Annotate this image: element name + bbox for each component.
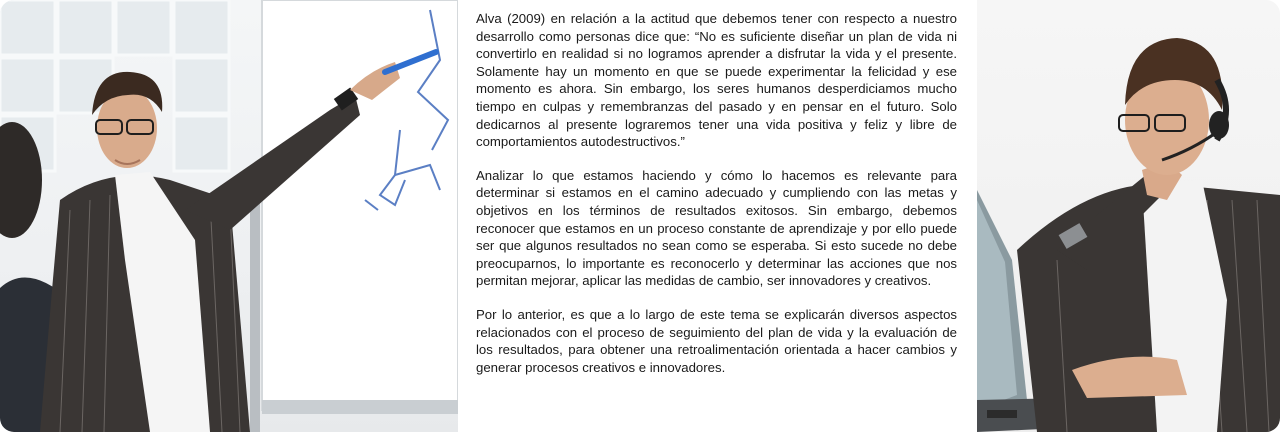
photo-presenter-whiteboard: [0, 0, 458, 432]
photo-man-headset-laptop: [977, 0, 1280, 432]
text-panel: [458, 0, 977, 432]
headset-man-illustration: [977, 0, 1280, 432]
paragraph-3: Por lo anterior, es que a lo largo de este tema se explicarán diversos aspectos relacionados con el proceso de seguimiento del plan de vida y la evaluación de los resultados, para obtener una retroalimentación orientada a hacer cambios y generar procesos creativos e innovadores.: [476, 306, 957, 375]
paragraph-2: Analizar lo que estamos haciendo y cómo lo hacemos es relevante para determinar si estamos en el camino adecuado y cumpliendo con las metas y objetivos en los términos de resultados exitosos. Sin embargo, debemos reconocer que estamos en un proceso constante de aprendizaje y por ello puede ser que algunos resultados no sean como se esperaba. Si esto sucede no debe preocuparnos, lo importante es reconocerlo y determinar las acciones que nos permitan mejorar, aplicar las medidas de cambio, ser innovadores y creativos.: [476, 167, 957, 289]
paragraph-1: Alva (2009) en relación a la actitud que debemos tener con respecto a nuestro desarrollo como personas dice que: “No es suficiente diseñar un plan de vida ni convertirlo en realidad si no logramos aprender a disfrutar la vida y el presente. Solamente hay un momento en que se puede experimentar la felicidad y ese momento es ahora. Sin embargo, los seres humanos desperdiciamos mucho tiempo en culpas y remembranzas del pasado y en pensar en el futuro. Solo dedicarnos al presente lograremos tener una vida positiva y feliz y libre de comportamientos autodestructivos.”: [476, 11, 957, 150]
presenter-illustration: [0, 0, 458, 432]
